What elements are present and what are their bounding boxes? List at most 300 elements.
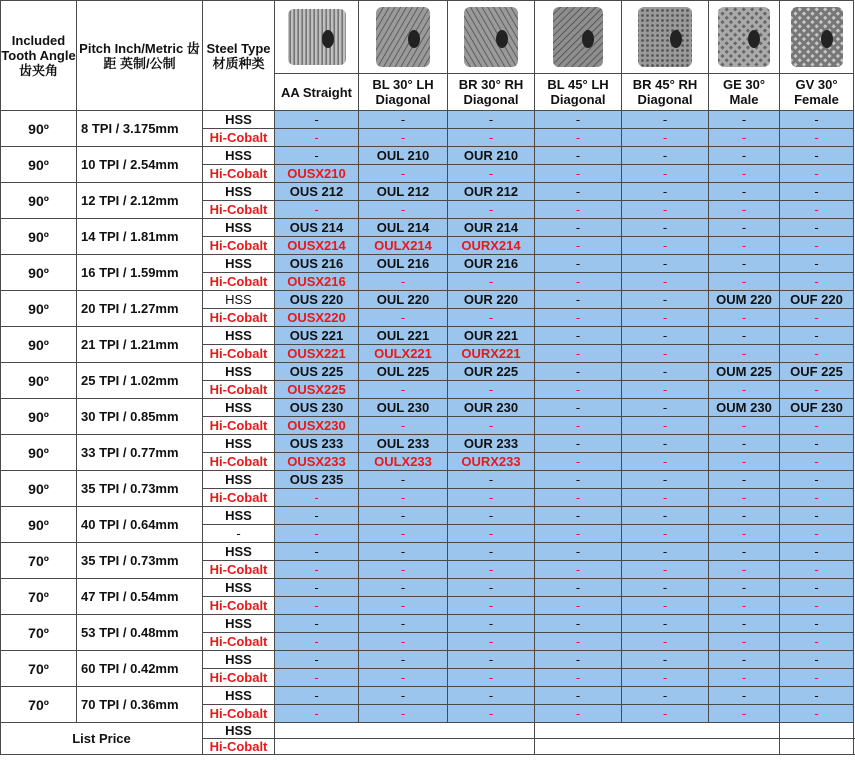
angle-cell: 90º <box>1 363 77 399</box>
part-number-cell: - <box>448 579 535 597</box>
table-row <box>1 111 854 129</box>
part-number-cell: - <box>535 399 622 417</box>
steel-type-cobalt: Hi-Cobalt <box>203 489 275 507</box>
price-cell <box>535 739 780 755</box>
part-number-cell: OURX221 <box>448 345 535 363</box>
part-number-cell: - <box>709 147 780 165</box>
part-number-cell: - <box>780 669 854 687</box>
steel-type-hss: HSS <box>203 687 275 705</box>
part-number-cell: OURX214 <box>448 237 535 255</box>
part-number-cell: - <box>709 471 780 489</box>
angle-cell: 70º <box>1 543 77 579</box>
part-number-cell: - <box>622 399 709 417</box>
part-number-cell: - <box>780 345 854 363</box>
part-number-cell: OUR 210 <box>448 147 535 165</box>
pattern-image-cell <box>275 1 359 74</box>
angle-cell: 90º <box>1 183 77 219</box>
female-diamond-knurl-wheel-icon <box>787 3 847 71</box>
part-number-cell: - <box>535 255 622 273</box>
part-number-cell: - <box>709 183 780 201</box>
steel-type-hss: HSS <box>203 507 275 525</box>
part-number-cell: - <box>535 417 622 435</box>
table-row <box>1 183 854 201</box>
part-number-cell: - <box>622 525 709 543</box>
steel-type-hss: HSS <box>203 219 275 237</box>
part-number-cell: - <box>535 525 622 543</box>
part-number-cell: - <box>622 309 709 327</box>
angle-cell: 90º <box>1 327 77 363</box>
part-number-cell: - <box>359 417 448 435</box>
part-number-cell: - <box>535 669 622 687</box>
part-number-cell: - <box>275 669 359 687</box>
part-number-cell: OUS 214 <box>275 219 359 237</box>
steel-type-hss: HSS <box>203 255 275 273</box>
part-number-cell: - <box>709 129 780 147</box>
header-steel-type: Steel Type 材质种类 <box>203 1 275 111</box>
table-row <box>1 219 854 237</box>
pattern-image-cell <box>780 1 854 74</box>
part-number-cell: - <box>622 489 709 507</box>
part-number-cell: - <box>709 381 780 399</box>
angle-cell: 90º <box>1 255 77 291</box>
pitch-cell: 47 TPI / 0.54mm <box>77 579 203 615</box>
part-number-cell: - <box>535 561 622 579</box>
part-number-cell: - <box>535 129 622 147</box>
table-row <box>1 435 854 453</box>
part-number-cell: - <box>359 129 448 147</box>
steel-type-hss: HSS <box>203 291 275 309</box>
table-row <box>1 651 854 669</box>
pitch-cell: 40 TPI / 0.64mm <box>77 507 203 543</box>
part-number-cell: OUR 221 <box>448 327 535 345</box>
part-number-cell: - <box>535 165 622 183</box>
part-number-cell: - <box>359 615 448 633</box>
part-number-cell: - <box>275 561 359 579</box>
part-number-cell: - <box>780 309 854 327</box>
part-number-cell: - <box>275 489 359 507</box>
part-number-cell: - <box>535 705 622 723</box>
part-number-cell: - <box>275 129 359 147</box>
pitch-cell: 53 TPI / 0.48mm <box>77 615 203 651</box>
pitch-cell: 30 TPI / 0.85mm <box>77 399 203 435</box>
part-number-cell: OUSX214 <box>275 237 359 255</box>
part-number-cell: - <box>622 453 709 471</box>
part-number-cell: - <box>359 597 448 615</box>
part-number-cell: - <box>359 489 448 507</box>
part-number-cell: - <box>780 507 854 525</box>
part-number-cell: - <box>709 489 780 507</box>
part-number-cell: - <box>780 471 854 489</box>
part-number-cell: - <box>535 507 622 525</box>
table-row <box>1 579 854 597</box>
part-number-cell: - <box>780 237 854 255</box>
part-number-cell: OUSX220 <box>275 309 359 327</box>
steel-type-hss: HSS <box>203 579 275 597</box>
part-number-cell: - <box>709 435 780 453</box>
part-number-cell: OUR 212 <box>448 183 535 201</box>
part-number-cell: - <box>535 471 622 489</box>
part-number-cell: OUM 225 <box>709 363 780 381</box>
part-number-cell: - <box>448 489 535 507</box>
part-number-cell: - <box>780 489 854 507</box>
part-number-cell: - <box>448 273 535 291</box>
part-number-cell: - <box>709 651 780 669</box>
angle-cell: 90º <box>1 219 77 255</box>
steel-type-cobalt: Hi-Cobalt <box>203 129 275 147</box>
table-row <box>1 615 854 633</box>
part-number-cell: OUL 221 <box>359 327 448 345</box>
part-number-cell: OUSX210 <box>275 165 359 183</box>
part-number-cell: - <box>535 237 622 255</box>
part-number-cell: - <box>709 309 780 327</box>
part-number-cell: - <box>622 579 709 597</box>
part-number-cell: - <box>622 165 709 183</box>
pitch-cell: 14 TPI / 1.81mm <box>77 219 203 255</box>
pattern-name: BL 30° LH Diagonal <box>359 74 448 111</box>
part-number-cell: - <box>780 129 854 147</box>
table-row <box>1 471 854 489</box>
part-number-cell: OUSX233 <box>275 453 359 471</box>
part-number-cell: - <box>359 651 448 669</box>
part-number-cell: - <box>780 417 854 435</box>
angle-cell: 90º <box>1 435 77 471</box>
part-number-cell: - <box>780 453 854 471</box>
part-number-cell: OUM 220 <box>709 291 780 309</box>
part-number-cell: - <box>275 147 359 165</box>
part-number-cell: OUR 214 <box>448 219 535 237</box>
part-number-cell: - <box>448 309 535 327</box>
steel-type-hss: HSS <box>203 111 275 129</box>
header-pitch: Pitch Inch/Metric 齿距 英制/公制 <box>77 1 203 111</box>
part-number-cell: - <box>359 273 448 291</box>
part-number-cell: - <box>622 633 709 651</box>
part-number-cell: - <box>359 309 448 327</box>
pitch-cell: 25 TPI / 1.02mm <box>77 363 203 399</box>
part-number-cell: - <box>359 165 448 183</box>
part-number-cell: - <box>622 237 709 255</box>
diagonal-left-45-knurl-wheel-icon <box>543 3 613 71</box>
part-number-cell: - <box>622 147 709 165</box>
part-number-cell: - <box>622 669 709 687</box>
part-number-cell: OUR 220 <box>448 291 535 309</box>
part-number-cell: OULX233 <box>359 453 448 471</box>
part-number-cell: - <box>780 543 854 561</box>
steel-type-cobalt: Hi-Cobalt <box>203 381 275 399</box>
table-row <box>1 291 854 309</box>
diagonal-right-knurl-wheel-icon <box>456 3 526 71</box>
part-number-cell: OUL 214 <box>359 219 448 237</box>
price-cell <box>535 723 780 739</box>
pitch-cell: 10 TPI / 2.54mm <box>77 147 203 183</box>
diagonal-left-knurl-wheel-icon <box>368 3 438 71</box>
angle-cell: 90º <box>1 111 77 147</box>
part-number-cell: - <box>780 111 854 129</box>
part-number-cell: - <box>535 651 622 669</box>
table-row <box>1 147 854 165</box>
part-number-cell: - <box>780 327 854 345</box>
part-number-cell: OULX221 <box>359 345 448 363</box>
part-number-cell: - <box>275 201 359 219</box>
steel-type-cobalt: Hi-Cobalt <box>203 309 275 327</box>
table-row <box>1 399 854 417</box>
part-number-cell: - <box>709 687 780 705</box>
part-number-cell: - <box>709 543 780 561</box>
part-number-cell: - <box>359 633 448 651</box>
angle-cell: 90º <box>1 399 77 435</box>
part-number-cell: OUS 233 <box>275 435 359 453</box>
straight-knurl-wheel-icon <box>282 3 352 71</box>
pattern-name: AA Straight <box>275 74 359 111</box>
steel-type-cobalt: Hi-Cobalt <box>203 165 275 183</box>
part-number-cell: - <box>359 543 448 561</box>
table-body <box>1 111 854 723</box>
part-number-cell: OURX233 <box>448 453 535 471</box>
part-number-cell: - <box>359 111 448 129</box>
part-number-cell: - <box>780 525 854 543</box>
part-number-cell: - <box>275 597 359 615</box>
part-number-cell: - <box>448 597 535 615</box>
table-row <box>1 543 854 561</box>
pattern-name: GE 30° Male <box>709 74 780 111</box>
part-number-cell: - <box>622 129 709 147</box>
part-number-cell: - <box>535 345 622 363</box>
part-number-cell: - <box>448 633 535 651</box>
part-number-cell: - <box>535 489 622 507</box>
part-number-cell: OUR 230 <box>448 399 535 417</box>
part-number-cell: - <box>709 417 780 435</box>
pitch-cell: 8 TPI / 3.175mm <box>77 111 203 147</box>
part-number-cell: - <box>275 525 359 543</box>
part-number-cell: OUS 216 <box>275 255 359 273</box>
part-number-cell: - <box>709 201 780 219</box>
part-number-cell: - <box>622 381 709 399</box>
part-number-cell: OUSX221 <box>275 345 359 363</box>
steel-type-cobalt: Hi-Cobalt <box>203 561 275 579</box>
part-number-cell: - <box>275 687 359 705</box>
part-number-cell: - <box>780 147 854 165</box>
pitch-cell: 16 TPI / 1.59mm <box>77 255 203 291</box>
pitch-cell: 70 TPI / 0.36mm <box>77 687 203 723</box>
part-number-cell: - <box>622 705 709 723</box>
part-number-cell: - <box>709 579 780 597</box>
steel-type-hss: HSS <box>203 327 275 345</box>
steel-type-hss: HSS <box>203 543 275 561</box>
part-number-cell: - <box>622 435 709 453</box>
price-cell <box>275 739 535 755</box>
part-number-cell: - <box>622 363 709 381</box>
part-number-cell: - <box>780 273 854 291</box>
pitch-cell: 35 TPI / 0.73mm <box>77 543 203 579</box>
pitch-cell: 21 TPI / 1.21mm <box>77 327 203 363</box>
part-number-cell: - <box>709 705 780 723</box>
steel-type-hss: HSS <box>203 471 275 489</box>
part-number-cell: - <box>535 291 622 309</box>
part-number-cell: - <box>709 255 780 273</box>
part-number-cell: - <box>622 417 709 435</box>
steel-type-cobalt: Hi-Cobalt <box>203 453 275 471</box>
part-number-cell: OUL 233 <box>359 435 448 453</box>
part-number-cell: - <box>535 453 622 471</box>
steel-type-hss: HSS <box>203 651 275 669</box>
part-number-cell: - <box>359 705 448 723</box>
steel-type-hss: HSS <box>203 183 275 201</box>
angle-cell: 70º <box>1 615 77 651</box>
steel-type-cobalt: Hi-Cobalt <box>203 237 275 255</box>
pattern-name: BR 30° RH Diagonal <box>448 74 535 111</box>
part-number-cell: - <box>535 111 622 129</box>
price-cell <box>780 723 854 739</box>
part-number-cell: - <box>622 507 709 525</box>
part-number-cell: - <box>709 219 780 237</box>
part-number-cell: - <box>535 363 622 381</box>
part-number-cell: - <box>359 381 448 399</box>
part-number-cell: OUR 225 <box>448 363 535 381</box>
part-number-cell: - <box>535 543 622 561</box>
table-row <box>1 507 854 525</box>
pattern-image-cell <box>359 1 448 74</box>
part-number-cell: - <box>780 687 854 705</box>
steel-type-hss: HSS <box>203 363 275 381</box>
pattern-image-cell <box>622 1 709 74</box>
part-number-cell: - <box>359 561 448 579</box>
header-angle: Included Tooth Angle 齿夹角 <box>1 1 77 111</box>
part-number-cell: OUSX230 <box>275 417 359 435</box>
part-number-cell: - <box>448 615 535 633</box>
part-number-cell: - <box>780 633 854 651</box>
angle-cell: 70º <box>1 687 77 723</box>
part-number-cell: - <box>780 165 854 183</box>
angle-cell: 90º <box>1 147 77 183</box>
part-number-cell: - <box>780 183 854 201</box>
part-number-cell: - <box>709 561 780 579</box>
pattern-image-cell <box>709 1 780 74</box>
part-number-cell: - <box>448 417 535 435</box>
pattern-name: BR 45° RH Diagonal <box>622 74 709 111</box>
part-number-cell: - <box>535 579 622 597</box>
angle-cell: 70º <box>1 579 77 615</box>
part-number-cell: - <box>448 129 535 147</box>
part-number-cell: - <box>622 597 709 615</box>
part-number-cell: - <box>535 219 622 237</box>
part-number-cell: - <box>709 669 780 687</box>
part-number-cell: OUS 225 <box>275 363 359 381</box>
pattern-name: BL 45° LH Diagonal <box>535 74 622 111</box>
part-number-cell: - <box>709 525 780 543</box>
part-number-cell: - <box>622 201 709 219</box>
steel-type-cobalt: Hi-Cobalt <box>203 705 275 723</box>
part-number-cell: - <box>448 669 535 687</box>
part-number-cell: - <box>709 327 780 345</box>
part-number-cell: - <box>535 687 622 705</box>
list-price-label: List Price <box>1 723 203 755</box>
part-number-cell: - <box>780 219 854 237</box>
part-number-cell: - <box>780 255 854 273</box>
steel-type-cobalt: Hi-Cobalt <box>203 739 275 755</box>
part-number-cell: - <box>622 183 709 201</box>
part-number-cell: OUS 230 <box>275 399 359 417</box>
part-number-cell: - <box>275 651 359 669</box>
part-number-cell: - <box>359 669 448 687</box>
part-number-cell: - <box>535 273 622 291</box>
part-number-cell: - <box>275 633 359 651</box>
part-number-cell: - <box>535 615 622 633</box>
part-number-cell: OUSX225 <box>275 381 359 399</box>
part-number-cell: - <box>275 705 359 723</box>
part-number-cell: - <box>535 327 622 345</box>
part-number-cell: OUS 221 <box>275 327 359 345</box>
part-number-cell: - <box>535 633 622 651</box>
part-number-cell: - <box>709 615 780 633</box>
part-number-cell: - <box>780 561 854 579</box>
part-number-cell: - <box>448 651 535 669</box>
part-number-cell: - <box>448 507 535 525</box>
part-number-cell: - <box>448 561 535 579</box>
steel-type-hss: HSS <box>203 435 275 453</box>
steel-type-hss: HSS <box>203 147 275 165</box>
part-number-cell: - <box>622 543 709 561</box>
part-number-cell: - <box>622 111 709 129</box>
steel-type-hss: HSS <box>203 723 275 739</box>
part-number-cell: - <box>275 615 359 633</box>
part-number-cell: OUL 210 <box>359 147 448 165</box>
male-diamond-knurl-wheel-icon <box>714 3 774 71</box>
part-number-cell: - <box>448 525 535 543</box>
pattern-name: GV 30° Female <box>780 74 854 111</box>
part-number-cell: - <box>622 345 709 363</box>
pattern-image-cell <box>448 1 535 74</box>
part-number-cell: - <box>622 687 709 705</box>
part-number-cell: - <box>359 507 448 525</box>
part-number-cell: OUSX216 <box>275 273 359 291</box>
part-number-cell: - <box>448 111 535 129</box>
pitch-cell: 20 TPI / 1.27mm <box>77 291 203 327</box>
part-number-cell: OUF 225 <box>780 363 854 381</box>
part-number-cell: - <box>709 453 780 471</box>
steel-type-cobalt: Hi-Cobalt <box>203 201 275 219</box>
part-number-cell: OUL 216 <box>359 255 448 273</box>
part-number-cell: - <box>448 201 535 219</box>
part-number-cell: - <box>709 633 780 651</box>
part-number-cell: - <box>535 309 622 327</box>
part-number-cell: - <box>359 471 448 489</box>
part-number-cell: - <box>709 111 780 129</box>
steel-type-cobalt: Hi-Cobalt <box>203 633 275 651</box>
pitch-cell: 12 TPI / 2.12mm <box>77 183 203 219</box>
part-number-cell: - <box>622 291 709 309</box>
steel-type-hss: HSS <box>203 615 275 633</box>
part-number-cell: - <box>780 579 854 597</box>
pitch-cell: 33 TPI / 0.77mm <box>77 435 203 471</box>
table-row <box>1 327 854 345</box>
part-number-cell: - <box>448 165 535 183</box>
steel-type-cobalt: Hi-Cobalt <box>203 417 275 435</box>
part-number-cell: OUL 220 <box>359 291 448 309</box>
angle-cell: 90º <box>1 471 77 507</box>
part-number-cell: - <box>275 111 359 129</box>
part-number-cell: - <box>622 615 709 633</box>
part-number-cell: - <box>448 471 535 489</box>
part-number-cell: - <box>709 345 780 363</box>
table-row <box>1 363 854 381</box>
part-number-cell: - <box>780 651 854 669</box>
steel-type-cobalt: Hi-Cobalt <box>203 669 275 687</box>
price-cell <box>780 739 854 755</box>
part-number-cell: - <box>535 147 622 165</box>
part-number-cell: - <box>622 471 709 489</box>
part-number-cell: OUS 235 <box>275 471 359 489</box>
steel-type-hss: HSS <box>203 399 275 417</box>
part-number-cell: - <box>535 381 622 399</box>
